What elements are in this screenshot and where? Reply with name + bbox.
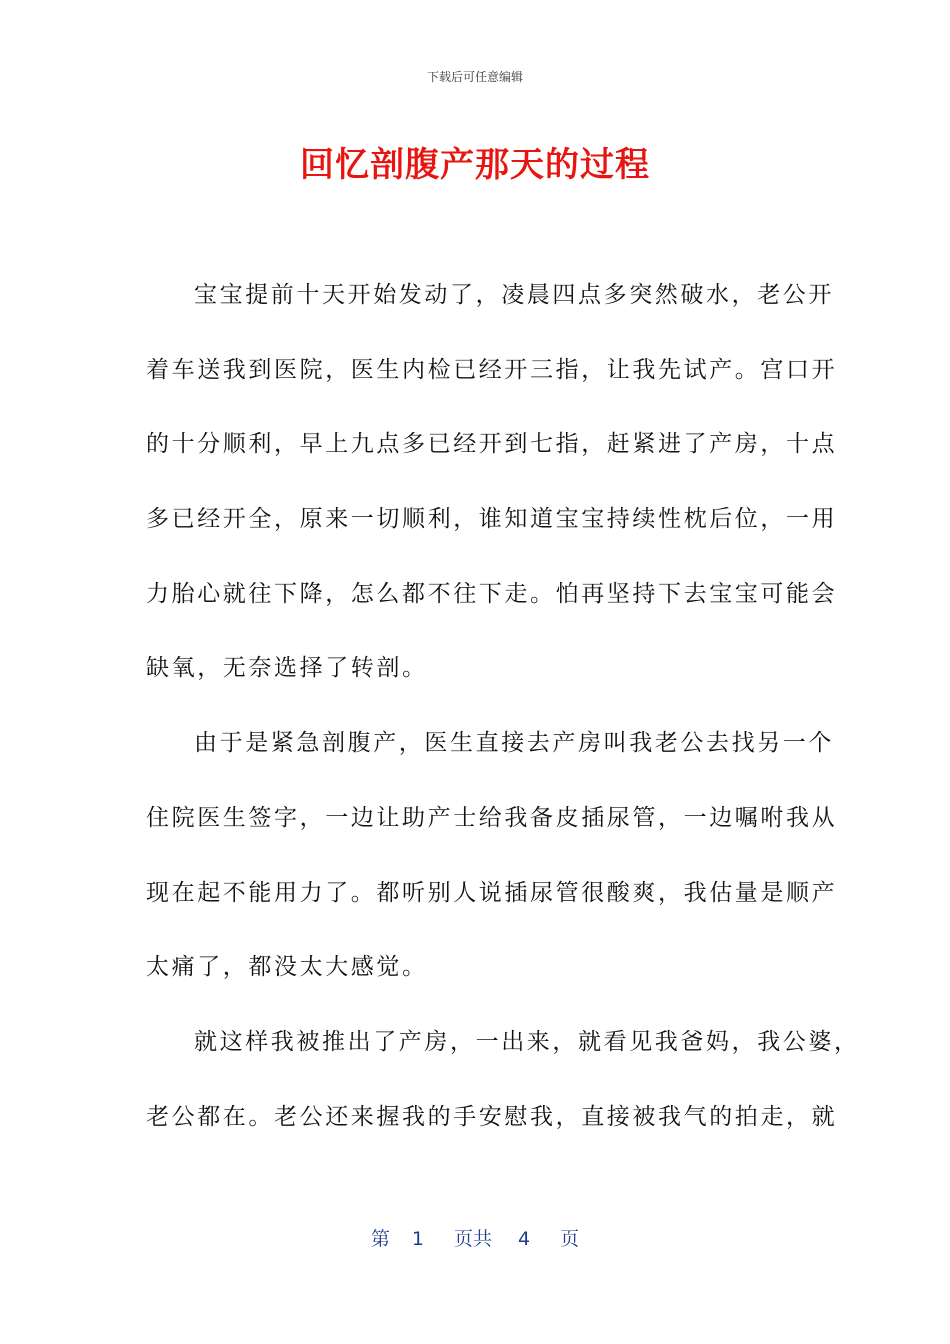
header-note: 下载后可任意编辑 <box>426 70 523 84</box>
document-title: 回忆剖腹产那天的过程 <box>300 145 650 185</box>
paragraph-line: 就这样我被推出了产房，一出来，就看见我爸妈，我公婆， <box>194 1028 860 1055</box>
paragraph-line: 着车送我到医院，医生内检已经开三指，让我先试产。宫口开 <box>146 356 838 383</box>
page-footer <box>0 1224 950 1251</box>
paragraph-line: 住院医生签字，一边让助产士给我备皮插尿管，一边嘱咐我从 <box>146 804 838 831</box>
document-body <box>146 258 860 1154</box>
paragraph-line: 由于是紧急剖腹产，医生直接去产房叫我老公去找另一个 <box>194 730 834 757</box>
paragraph-line: 宝宝提前十天开始发动了，凌晨四点多突然破水，老公开 <box>194 282 834 308</box>
paragraph-line: 现在起不能用力了。都听别人说插尿管很酸爽，我估量是顺产 <box>146 879 838 906</box>
paragraph-line: 力胎心就往下降，怎么都不往下走。怕再坚持下去宝宝可能会 <box>146 580 838 607</box>
total-pages-number: 4 <box>518 1228 531 1250</box>
paragraph-line: 老公都在。老公还来握我的手安慰我，直接被我气的拍走，就 <box>146 1103 838 1130</box>
footer-suffix: 页 <box>560 1228 580 1250</box>
paragraph-line: 的十分顺利，早上九点多已经开到七指，赶紧进了产房，十点 <box>146 431 838 458</box>
current-page-number: 1 <box>411 1228 424 1250</box>
paragraph-line: 多已经开全，原来一切顺利，谁知道宝宝持续性枕后位，一用 <box>146 506 838 533</box>
footer-prefix: 第 <box>370 1228 390 1250</box>
footer-middle: 页共 <box>453 1228 492 1250</box>
paragraph-line: 缺氧，无奈选择了转剖。 <box>146 655 428 682</box>
paragraph-line: 太痛了，都没太大感觉。 <box>146 954 428 981</box>
